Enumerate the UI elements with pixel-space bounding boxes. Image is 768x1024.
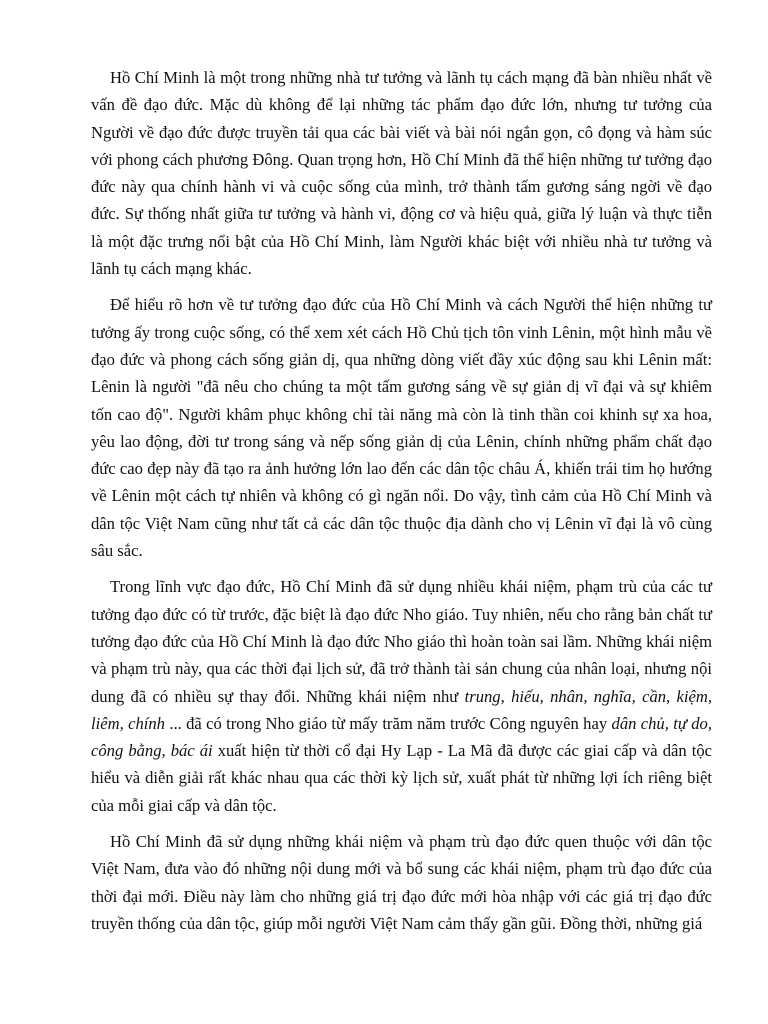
paragraph-1 xyxy=(91,64,712,282)
paragraph-1-text: Hồ Chí Minh là một trong những nhà tư tưởng và lãnh tụ cách mạng đã bàn nhiều nhất về vấn đề đạo đức. Mặc dù không để lại những tác phẩm đạo đức lớn, nhưng tư tưởng của Người về đạo đức được truyền tải qua các bài viết và bài nói ngắn gọn, cô đọng và hàm súc với phong cách phương Đông. Quan trọng hơn, Hồ Chí Minh đã thể hiện những tư tưởng đạo đức này qua chính hành vi và cuộc sống của mình, trở thành tấm gương sáng ngời về đạo đức. Sự thống nhất giữa tư tưởng và hành vi, động cơ và hiệu quả, giữa lý luận và thực tiễn là một đặc trưng nổi bật của Hồ Chí Minh, làm Người khác biệt với nhiều nhà tư tưởng và lãnh tụ cách mạng khác. xyxy=(91,68,712,279)
paragraph-3 xyxy=(91,573,712,819)
paragraph-4 xyxy=(91,828,712,937)
paragraph-2 xyxy=(91,291,712,564)
paragraph-2-text: Để hiểu rõ hơn về tư tưởng đạo đức của Hồ Chí Minh và cách Người thể hiện những tư tưởng ấy trong cuộc sống, có thể xem xét cách Hồ Chủ tịch tôn vinh Lênin, một hình mẫu về đạo đức và phong cách sống giản dị, qua những dòng viết đầy xúc động sau khi Lênin mất: Lênin là người "đã nêu cho chúng ta một tấm gương sáng về sự giản dị vĩ đại và sự khiêm tốn cao độ". Người khâm phục không chỉ tài năng mà còn là tinh thần coi khinh sự xa hoa, yêu lao động, đời tư trong sáng và nếp sống giản dị của Lênin, chính những phẩm chất đạo đức cao đẹp này đã tạo ra ảnh hưởng lớn lao đến các dân tộc châu Á, khiến trái tim họ hướng về Lênin một cách tự nhiên và không có gì ngăn nổi. Do vậy, tình cảm của Hồ Chí Minh và dân tộc Việt Nam cũng như tất cả các dân tộc thuộc địa dành cho vị Lênin vĩ đại là vô cùng sâu sắc. xyxy=(91,295,712,561)
paragraph-4-text: Hồ Chí Minh đã sử dụng những khái niệm và phạm trù đạo đức quen thuộc với dân tộc Việt Nam, đưa vào đó những nội dung mới và bổ sung các khái niệm, phạm trù đạo đức của thời đại mới. Điều này làm cho những giá trị đạo đức mới hòa nhập với các giá trị đạo đức truyền thống của dân tộc, giúp mỗi người Việt Nam cảm thấy gần gũi. Đồng thời, những giá xyxy=(91,832,712,933)
paragraph-3-text-a: Trong lĩnh vực đạo đức, Hồ Chí Minh đã sử dụng nhiều khái niệm, phạm trù của các tư tưởng đạo đức có từ trước, đặc biệt là đạo đức Nho giáo. Tuy nhiên, nếu cho rằng bản chất tư tưởng đạo đức của Hồ Chí Minh là đạo đức Nho giáo thì hoàn toàn sai lầm. Những khái niệm và phạm trù này, qua các thời đại lịch sử, đã trở thành tài sản chung của nhân loại, nhưng nội dung đã có nhiều sự thay đổi. Những khái niệm như xyxy=(91,577,712,706)
paragraph-3-text-b: ... đã có trong Nho giáo từ mấy trăm năm trước Công nguyên hay xyxy=(164,713,612,733)
paragraph-3-text-c: xuất hiện từ thời cổ đại Hy Lạp - La Mã đã được các giai cấp và dân tộc hiểu và diễn giải rất khác nhau qua các thời kỳ lịch sử, xuất phát từ những lợi ích riêng biệt của mỗi giai cấp và dân tộc. xyxy=(91,741,713,815)
document-page xyxy=(91,64,712,946)
paragraph-3-italic-terms-confucian: trung, hiếu, nhân, nghĩa, cần, kiệm, liêm, chính xyxy=(91,686,712,733)
paragraph-3-italic-terms-western: dân chủ, tự do, công bằng, bác ái xyxy=(91,713,713,761)
